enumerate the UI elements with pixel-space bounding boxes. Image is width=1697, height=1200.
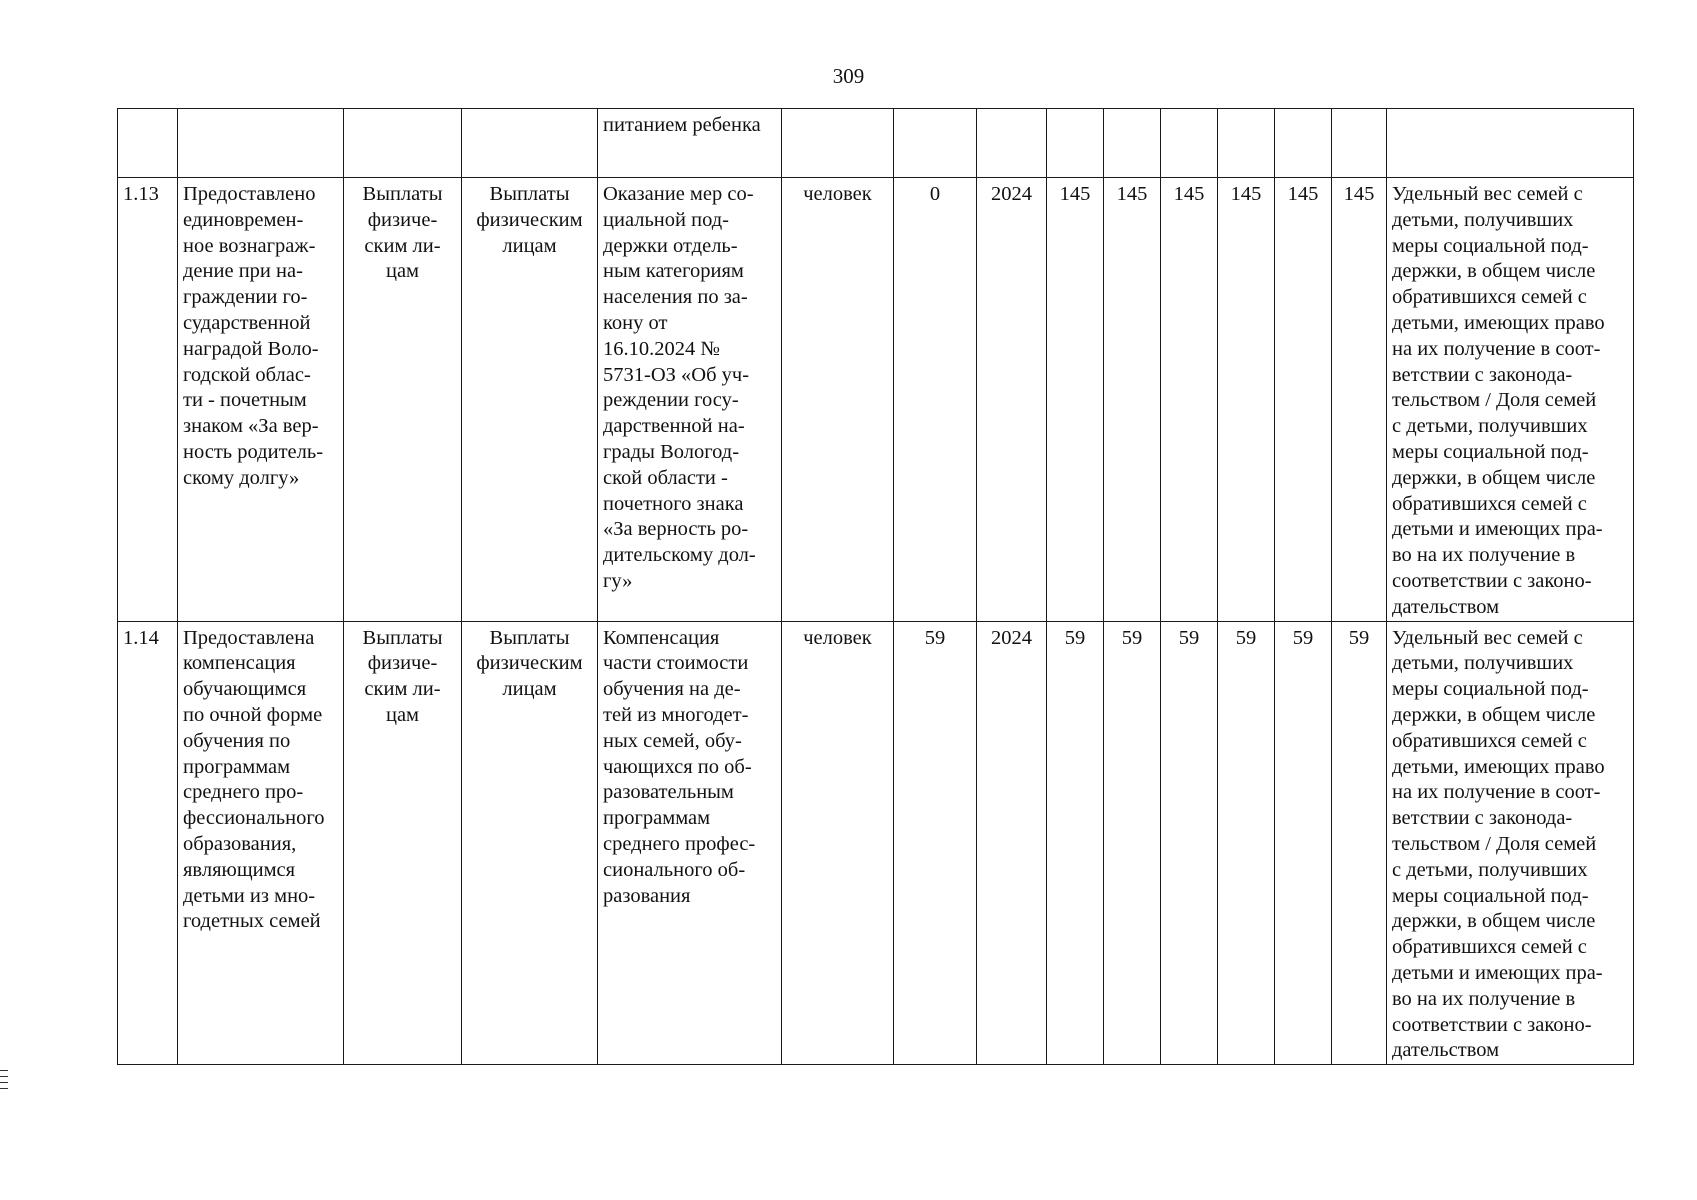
page-number: 309 — [832, 64, 865, 88]
value-cell: 145 — [1161, 178, 1218, 622]
value-cell — [1047, 109, 1104, 178]
binding-marks — [0, 1070, 8, 1094]
value-cell: 145 — [1104, 178, 1161, 622]
expense-type-cell — [462, 109, 598, 178]
unit-cell: человек — [782, 178, 894, 622]
direction-cell: Выплаты физиче- ским ли- цам — [344, 178, 462, 622]
value-cell: 59 — [1218, 621, 1275, 1065]
base-value-cell: 59 — [894, 621, 977, 1065]
value-cell — [1104, 109, 1161, 178]
value-cell: 59 — [1047, 621, 1104, 1065]
base-value-cell: 0 — [894, 178, 977, 622]
table-row — [118, 621, 1634, 1065]
description-cell: Компенсация части стоимости обучения на де- тей из многодет- ных семей, обу- чающихся по об- разовательным программам среднего профес- сионального об- разования — [598, 621, 782, 1065]
result-name-cell — [178, 109, 344, 178]
indicator-cell: Удельный вес семей с детьми, получивших меры социальной под- держки, в общем числе обратившихся семей с детьми, имеющих право на их получение в соот- ветствии с законода- тельством / Доля семей с детьми, получивших меры социальной под- держки, в общем числе обратившихся семей с детьми и имеющих пра- во на их получение в соответствии с законо- дательством — [1387, 621, 1634, 1065]
value-cell: 59 — [1104, 621, 1161, 1065]
table-row — [118, 109, 1634, 178]
indicator-cell — [1387, 109, 1634, 178]
table-row — [118, 178, 1634, 622]
value-cell: 59 — [1332, 621, 1387, 1065]
value-cell: 145 — [1275, 178, 1332, 622]
base-year-cell — [977, 109, 1047, 178]
result-name-cell: Предоставлено единовремен- ное вознаграж- дение при на- граждении го- сударственной наградой Воло- годской облас- ти - почетным знаком «За вер- ность родитель- скому долгу» — [178, 178, 344, 622]
base-year-cell: 2024 — [977, 178, 1047, 622]
value-cell — [1275, 109, 1332, 178]
value-cell: 145 — [1332, 178, 1387, 622]
value-cell — [1161, 109, 1218, 178]
expense-type-cell: Выплаты физическим лицам — [462, 178, 598, 622]
base-year-cell: 2024 — [977, 621, 1047, 1065]
unit-cell — [782, 109, 894, 178]
row-number-cell: 1.13 — [118, 178, 178, 622]
direction-cell: Выплаты физиче- ским ли- цам — [344, 621, 462, 1065]
row-number-cell — [118, 109, 178, 178]
indicator-cell: Удельный вес семей с детьми, получивших меры социальной под- держки, в общем числе обратившихся семей с детьми, имеющих право на их получение в соот- ветствии с законода- тельством / Доля семей с детьми, получивших меры социальной под- держки, в общем числе обратившихся семей с детьми и имеющих пра- во на их получение в соответствии с законо- дательством — [1387, 178, 1634, 622]
value-cell — [1332, 109, 1387, 178]
indicators-table — [117, 108, 1634, 1065]
value-cell: 59 — [1161, 621, 1218, 1065]
description-cell: Оказание мер со- циальной под- держки отдель- ным категориям населения по за- кону от 16.10.2024 № 5731-ОЗ «Об уч- реждении госу- дарственной на- грады Вологод- ской области - почетного знака «За верность ро- дительскому дол- гу» — [598, 178, 782, 622]
direction-cell — [344, 109, 462, 178]
row-number-cell: 1.14 — [118, 621, 178, 1065]
base-value-cell — [894, 109, 977, 178]
result-name-cell: Предоставлена компенсация обучающимся по очной форме обучения по программам среднего про- фессионального образования, являющимся детьми из мно- годетных семей — [178, 621, 344, 1065]
value-cell: 145 — [1047, 178, 1104, 622]
value-cell — [1218, 109, 1275, 178]
description-cell: питанием ребенка — [598, 109, 782, 178]
unit-cell: человек — [782, 621, 894, 1065]
value-cell: 59 — [1275, 621, 1332, 1065]
expense-type-cell: Выплаты физическим лицам — [462, 621, 598, 1065]
value-cell: 145 — [1218, 178, 1275, 622]
